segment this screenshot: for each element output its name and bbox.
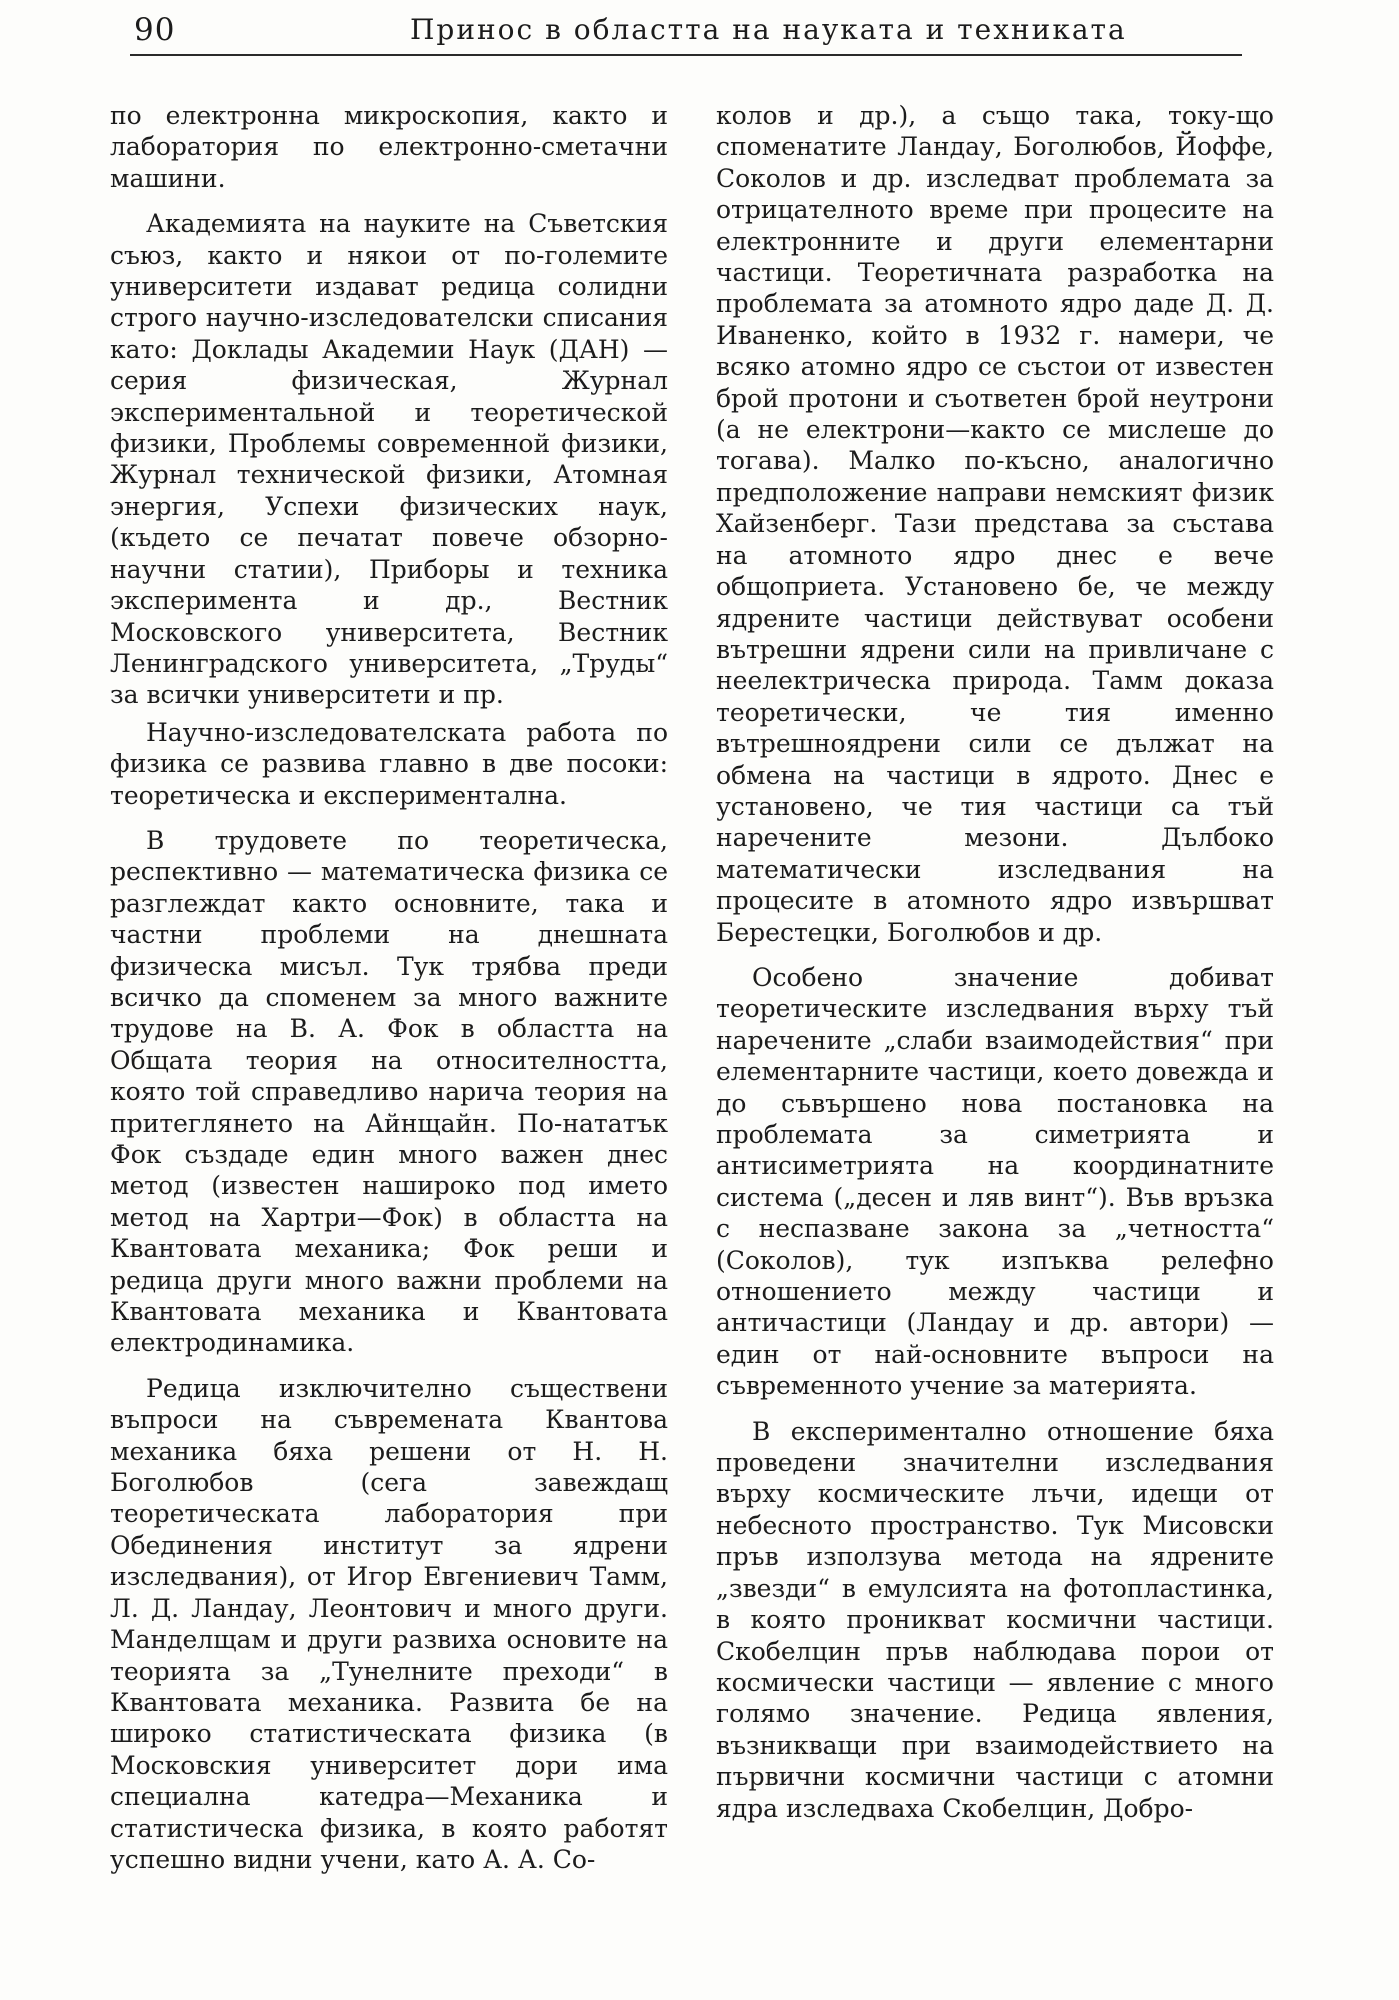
page-number: 90: [134, 12, 176, 48]
paragraph-right-1: колов и др.), а също така, току-що споменатите Ландау, Боголюбов, Йоффе, Соколов и др. изследват проблемата за отрицателното време при процесите на електронните и други елементарни частици. Теоретичната разработка на проблемата за атомното ядро даде Д. Д. Иваненко, който в 1932 г. намери, че всяко атомно ядро се състои от известен брой протони и съответен брой неутрони (а не електрони—както се мислеше до тогава). Малко по-късно, аналогично предположение направи немският физик Хайзенберг. Тази представа за състава на атомното ядро днес е вече общоприета. Установено бе, че между ядрените частици действуват особени вътрешни ядрени сили на привличане с неелектрическа природа. Тамм доказа теоретически, че тия именно вътрешноядрени сили се дължат на обмена на частици в ядрото. Днес е установено, че тия частици са тъй наречените мезони. Дълбоко математически изследвания на процесите в атомното ядро извършват Берестецки, Боголюбов и др.: [716, 101, 1274, 947]
running-title: Принос в областта на науката и техниката: [410, 13, 1127, 46]
paragraph-left-1: по електронна микроскопия, както и лаборатория по електронно-сметачни машини.: [110, 101, 668, 193]
paragraph-left-5: Редица изключително съществени въпроси на съвремената Квантова механика бяха решени от Н. Н. Боголюбов (сега завеждащ теоретическата лаборатория при Обединения институт за ядрени изследвания), от Игор Евгениевич Тамм, Л. Д. Ландау, Леонтович и много други. Манделщам и други развиха основите на теорията за „Тунелните преходи“ в Квантовата механика. Развита бе на широко статистическата физика (в Московския университет дори има специална катедра—Механика и статистическа физика, в която работят успешно видни учени, като А. А. Со-: [110, 1373, 668, 1874]
left-column: [110, 100, 668, 1875]
right-column: [716, 100, 1274, 1824]
header-rule: [130, 54, 1242, 56]
paragraph-right-2: Особено значение добиват теоретическите изследвания върху тъй наречените „слаби взаимодействия“ при елементарните частици, което довежда и до съвършено нова постановка на проблемата за симетрията и антисиметрията на координатните система („десен и ляв винт“). Във връзка с неспазване закона за „четността“ (Соколов), тук изпъква релефно отношението между частици и античастици (Ландау и др. автори) — един от най-основните въпроси на съвременното учение за материята.: [716, 962, 1274, 1401]
paragraph-left-4: В трудовете по теоретическа, респективно — математическа физика се разглеждат както основните, така и частни проблеми на днешната физическа мисъл. Тук трябва преди всичко да споменем за много важните трудове на В. А. Фок в областта на Общата теория на относителността, която той справедливо нарича теория на притеглянето на Айнщайн. По-нататък Фок създаде един много важен днес метод (известен нашироко под името метод на Хартри—Фок) в областта на Квантовата механика; Фок реши и редица други много важни проблеми на Квантовата механика и Квантовата електродинамика.: [110, 825, 668, 1358]
page-header: [130, 8, 1242, 52]
paragraph-right-3: В експериментално отношение бяха проведени значителни изследвания върху космическите лъчи, идещи от небесното пространство. Тук Мисовски пръв използува метода на ядрените „звезди“ в емулсията на фотопластинка, в която проникват космични частици. Скобелцин пръв наблюдава порои от космически частици — явление с много голямо значение. Редица явления, възникващи при взаимодействието на първични космични частици с атомни ядра изследваха Скобелцин, Добро-: [716, 1416, 1274, 1823]
paragraph-left-2: Академията на науките на Съветския съюз, както и някои от по-големите университети издават редица солидни строго научно-изследователски списания като: Доклады Академии Наук (ДАН) — серия физическая, Журнал экспериментальной и теоретической физики, Проблемы современной физики, Журнал технической физики, Атомная энергия, Успехи физических наук, (където се печатат повече обзорно-научни статии), Приборы и техника эксперимента и др., Вестник Московского университета, Вестник Ленинградского университета, „Труды“ за всички университети и пр.: [110, 209, 668, 710]
paragraph-left-3: Научно-изследователската работа по физика се развива главно в две посоки: теоретическа и експериментална.: [110, 717, 668, 810]
